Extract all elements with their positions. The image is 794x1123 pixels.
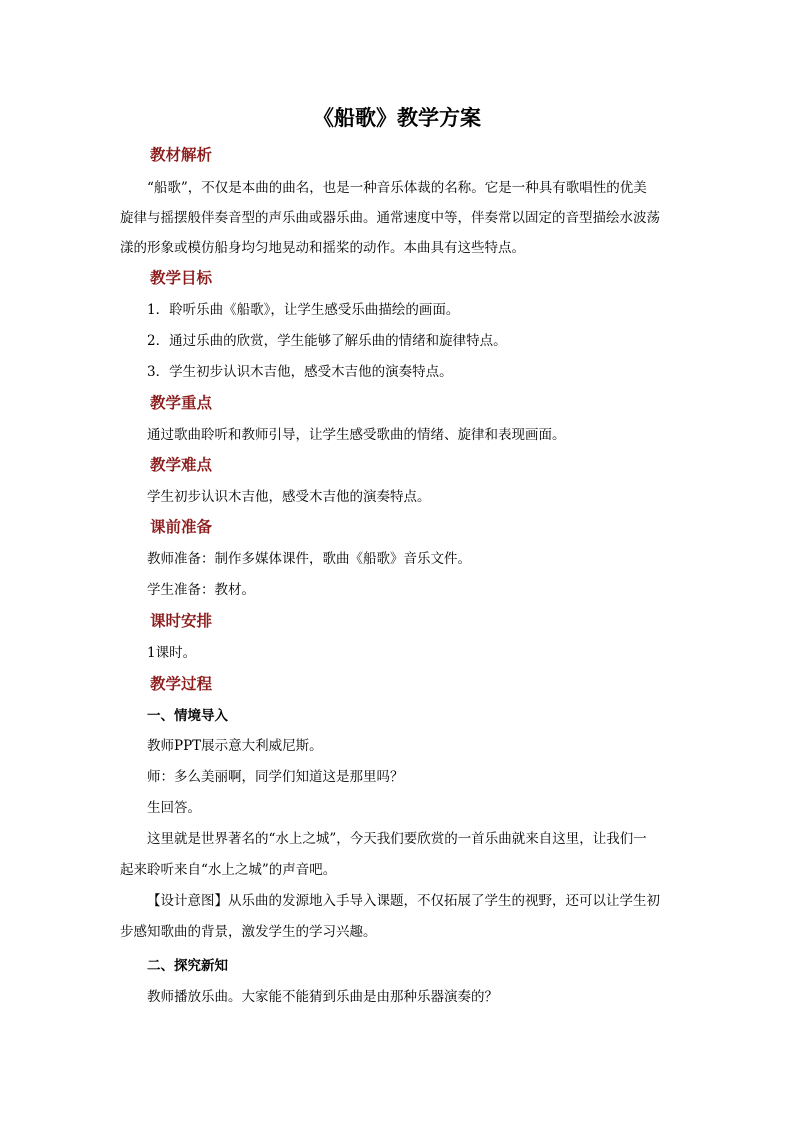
paragraph-line: 教师准备：制作多媒体课件，歌曲《船歌》音乐文件。 [147, 551, 471, 567]
section-heading-zhunbei: 课前准备 [150, 517, 213, 536]
section-heading-nandian: 教学难点 [150, 455, 213, 474]
paragraph-line: 步感知歌曲的背景，激发学生的学习兴趣。 [120, 924, 377, 940]
paragraph-line: 教师PPT展示意大利威尼斯。 [147, 738, 323, 754]
list-item: 1．聆听乐曲《船歌》，让学生感受乐曲描绘的画面。 [147, 302, 460, 318]
paragraph-line: 师：多么美丽啊，同学们知道这是那里吗？ [147, 769, 404, 785]
list-item: 2．通过乐曲的欣赏，学生能够了解乐曲的情绪和旋律特点。 [147, 333, 507, 349]
paragraph-line: 学生准备：教材。 [147, 582, 255, 598]
list-item: 3．学生初步认识木吉他，感受木吉他的演奏特点。 [147, 364, 453, 380]
paragraph-line: “船歌”，不仅是本曲的曲名，也是一种音乐体裁的名称。它是一种具有歌唱性的优美 [147, 180, 647, 196]
paragraph-line: 1课时。 [147, 645, 197, 661]
section-heading-zhongdian: 教学重点 [150, 393, 213, 412]
section-heading-guocheng: 教学过程 [150, 674, 213, 693]
paragraph-line: 这里就是世界著名的“水上之城”，今天我们要欣赏的一首乐曲就来自这里，让我们一 [147, 831, 647, 847]
paragraph-line: 起来聆听来自“水上之城”的声音吧。 [120, 862, 337, 878]
section-heading-jiaocai: 教材解析 [150, 145, 213, 164]
paragraph-line: 【设计意图】从乐曲的发源地入手导入课题，不仅拓展了学生的视野，还可以让学生初 [147, 893, 660, 909]
paragraph-line: 漾的形象或模仿船身均匀地晃动和摇桨的动作。本曲具有这些特点。 [120, 240, 525, 256]
paragraph-line: 生回答。 [147, 800, 201, 816]
subsection-heading: 二、探究新知 [147, 958, 228, 974]
section-heading-anpai: 课时安排 [150, 611, 213, 630]
paragraph-line: 教师播放乐曲。大家能不能猜到乐曲是由那种乐器演奏的？ [147, 989, 498, 1005]
paragraph-line: 通过歌曲聆听和教师引导，让学生感受歌曲的情绪、旋律和表现画面。 [147, 427, 566, 443]
section-heading-mubiao: 教学目标 [150, 268, 213, 287]
document-title: 《船歌》教学方案 [313, 105, 481, 130]
subsection-heading: 一、情境导入 [147, 708, 228, 724]
paragraph-line: 学生初步认识木吉他，感受木吉他的演奏特点。 [147, 489, 431, 505]
paragraph-line: 旋律与摇摆般伴奏音型的声乐曲或器乐曲。通常速度中等，伴奏常以固定的音型描绘水波荡 [120, 210, 660, 226]
